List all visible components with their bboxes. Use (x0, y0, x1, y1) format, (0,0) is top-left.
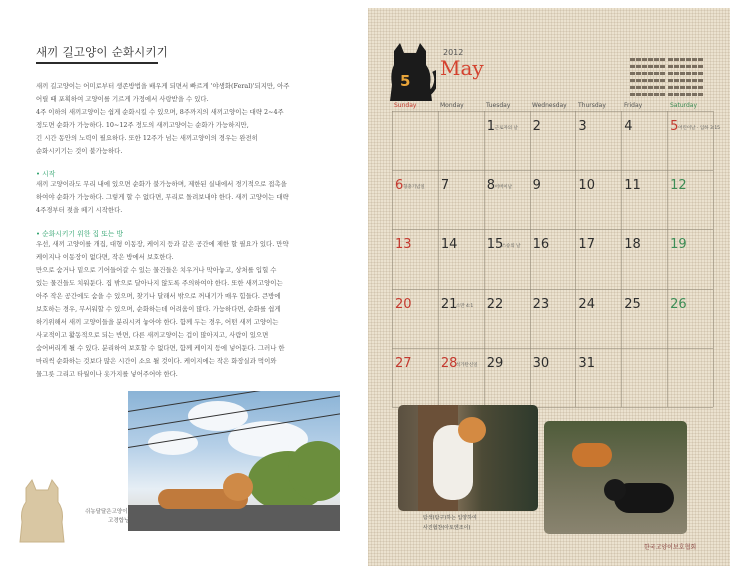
section1-line: 4주경부터 젖을 떼기 시작한다. (36, 206, 123, 214)
section1-line: 하여야 순화가 가능하다. 그렇게 할 수 없다면, 무리로 돌려보내야 한다. 새끼 고양이는 대략 (36, 193, 289, 201)
mini-calendar-mark (654, 79, 659, 82)
mini-calendar-mark (642, 72, 647, 75)
photo-caption-1: 탐색(탐구)하는 입양하여 (423, 515, 477, 521)
mini-calendar-mark (642, 79, 647, 82)
mini-calendar-mark (660, 93, 665, 96)
calendar-day-17: 17 (578, 237, 595, 253)
mini-calendar-mark (642, 58, 647, 61)
mini-calendar-mark (674, 58, 679, 61)
cat-on-wall-photo (128, 391, 340, 531)
mini-calendar-mark (680, 65, 685, 68)
mini-calendar-mark (654, 93, 659, 96)
day-header-tuesday: Tuesday (486, 102, 511, 109)
left-page (0, 0, 366, 575)
calendar-day-19: 19 (670, 237, 687, 253)
section2-line: 숨어버리게 될 수 있다. 분리하여 보호할 수 없다면, 함께 케이지 등에 넣어둔다. 그러나 한 (36, 344, 285, 352)
mini-calendar-mark (654, 86, 659, 89)
calendar-day-1: 1 (486, 119, 495, 134)
calendar-day-15: 15 (486, 237, 504, 253)
section2-line: 케이지나 이동장이 없다면, 작은 방에서 보호한다. (36, 253, 174, 261)
mini-calendar-mark (668, 79, 673, 82)
calendar-note-6: 형충기념일 (403, 185, 425, 191)
calendar-day-30: 30 (532, 355, 550, 371)
day-header-sunday: Sunday (394, 102, 417, 109)
day-header-friday: Friday (624, 102, 643, 109)
intro-line: 어릴 때 포획하여 고양이를 기르게 가정에서 사랑받을 수 있다. (36, 95, 209, 103)
article-title: 새끼 길고양이 순화시키기 (36, 45, 169, 59)
calendar-day-21: 21 (440, 296, 458, 312)
month-number: 5 (400, 72, 411, 90)
section2-line: 우선, 새끼 고양이를 개집, 대형 이동장, 케이지 등과 같은 공간에 제한 할 필요가 있다. 만약 (36, 240, 289, 248)
sticker-caption (85, 508, 129, 526)
mini-calendar-mark (692, 93, 697, 96)
mini-calendar-mark (648, 93, 653, 96)
section2-line: 있는 물건들도 치워둔다. 집 밖으로 달아나지 않도록 주의하여야 한다. 또한 새끼고양이는 (36, 279, 283, 287)
section2-line: 마리씩 순화하는 것보다 많은 시간이 소요 될 것이다. 케이지에는 작은 화장실과 먹이와 (36, 357, 277, 365)
section2-line: 하기위해서 새끼 고양이들을 분리시켜 놓아야 한다. 함께 두는 경우, 어떤 새끼 고양이는 (36, 318, 279, 326)
intro-line: 새끼 길고양이는 어미로부터 생존방법을 배우게 되면서 빠르게 '야생화(Feral)'되지만, 아주 (36, 82, 290, 90)
grid-horizontal-line (392, 111, 713, 112)
calendar-day-24: 24 (578, 296, 595, 312)
calendar-day-18: 18 (624, 237, 641, 253)
intro-line: 순화시키기는 것이 불가능하다. (36, 147, 123, 155)
mini-calendar-mark (630, 79, 635, 82)
day-header-wednesday: Wednesday (532, 102, 567, 109)
mini-calendar-mark (660, 86, 665, 89)
calendar-grid (392, 111, 721, 407)
mini-calendar-mark (668, 65, 673, 68)
mini-calendar-mark (674, 65, 679, 68)
calendar-day-27: 27 (395, 355, 412, 371)
mini-calendar-mark (692, 65, 697, 68)
grid-horizontal-line (392, 229, 713, 230)
calendar-day-11: 11 (624, 178, 641, 194)
calendar-note-21: 소만 4:1 (455, 303, 474, 309)
mini-calendar-mark (680, 93, 685, 96)
grid-vertical-line (484, 111, 485, 407)
section2-text (36, 238, 346, 381)
intro-text (36, 80, 346, 158)
mini-calendar-mark (636, 58, 641, 61)
section1-line: 새끼 고양이라도 무리 내에 있으면 순화가 불가능하며, 제한된 실내에서 경기적으로 접촉을 (36, 180, 287, 188)
grid-horizontal-line (392, 170, 713, 171)
mini-calendar-mark (698, 93, 703, 96)
calendar-day-8: 8 (486, 178, 495, 194)
mini-calendar-mark (698, 65, 703, 68)
grid-vertical-line (575, 111, 576, 407)
cat-on-tree-photo (398, 405, 538, 511)
sticker-caption-line: 쉬농달달은고양이, (85, 509, 130, 515)
grid-vertical-line (621, 111, 622, 407)
mini-calendar-mark (698, 72, 703, 75)
day-header-thursday: Thursday (578, 102, 606, 109)
mini-calendar-mark (686, 65, 691, 68)
mini-calendar-mark (692, 72, 697, 75)
mini-calendar-mark (668, 58, 673, 61)
day-header-saturday: Saturday (670, 102, 698, 109)
calendar-note-15: 스승의 날 (501, 244, 521, 250)
section-heading-start: • 시작 (36, 170, 56, 178)
calendar-day-7: 7 (440, 178, 450, 194)
mini-calendar-mark (680, 58, 685, 61)
grid-vertical-line (667, 111, 668, 407)
mini-calendar-mark (654, 58, 659, 61)
mini-calendar-mark (630, 58, 635, 61)
calendar-day-14: 14 (440, 237, 458, 253)
mini-calendar-mark (654, 72, 659, 75)
calendar-day-12: 12 (670, 178, 687, 194)
mini-calendar-mark (654, 65, 659, 68)
mini-calendar-mark (648, 65, 653, 68)
mini-calendar-mark (686, 93, 691, 96)
calendar-day-13: 13 (395, 237, 412, 253)
intro-line: 긴 시간 동안의 노력이 필요하다. 또한 12주가 넘는 새끼고양이의 경우는 완전히 (36, 134, 258, 142)
mini-calendar-mark (636, 65, 641, 68)
mini-calendar-mark (630, 93, 635, 96)
grid-vertical-line (713, 111, 714, 407)
mini-calendar-mark (686, 72, 691, 75)
cat-silhouette-sticker (12, 478, 72, 544)
title-underline (36, 62, 158, 64)
mini-calendar-mark (692, 86, 697, 89)
mini-calendar-mark (660, 65, 665, 68)
sticker-caption-line: 고경합닝 (108, 518, 130, 524)
mini-calendar-mark (648, 79, 653, 82)
calendar-day-10: 10 (578, 178, 595, 194)
mini-calendar-mark (636, 93, 641, 96)
mini-calendar-mark (642, 86, 647, 89)
mini-calendar-mark (636, 86, 641, 89)
mini-calendar-mark (660, 79, 665, 82)
calendar-day-23: 23 (532, 296, 550, 312)
calendar-day-3: 3 (578, 119, 587, 134)
mini-calendar-mark (660, 72, 665, 75)
mini-calendar-mark (698, 79, 703, 82)
calendar-day-22: 22 (486, 296, 504, 312)
grid-vertical-line (438, 111, 439, 407)
mini-calendar-mark (636, 72, 641, 75)
mini-calendar-mark (642, 93, 647, 96)
mini-calendar (630, 48, 702, 103)
mini-calendar-mark (692, 79, 697, 82)
mini-calendar-mark (648, 72, 653, 75)
calendar-day-4: 4 (624, 119, 633, 134)
calendar-day-5: 5 (670, 119, 679, 134)
calendar-month: May (440, 56, 484, 80)
calendar-day-29: 29 (486, 355, 504, 371)
grid-horizontal-line (392, 289, 713, 290)
section2-line: 사교적이고 활동적으로 되는 반면, 다른 새끼고양이는 겁이 많아지고, 사람이 있으면 (36, 331, 269, 339)
section2-line: 보호하는 경우, 무서워할 수 있으며, 순화하는데 어려움이 많다. 가능하다면, 순화를 쉽게 (36, 305, 281, 313)
calendar-day-20: 20 (395, 296, 412, 312)
calendar-day-26: 26 (670, 296, 687, 312)
mini-calendar-mark (686, 79, 691, 82)
mini-calendar-mark (668, 93, 673, 96)
mini-calendar-mark (630, 65, 635, 68)
mini-calendar-mark (668, 86, 673, 89)
mini-calendar-mark (668, 72, 673, 75)
calendar-page (368, 8, 730, 566)
photo-caption-2: 사진협찬(아토엔조이) (423, 525, 471, 531)
mini-calendar-mark (692, 58, 697, 61)
mini-calendar-mark (648, 86, 653, 89)
calendar-day-9: 9 (532, 178, 541, 194)
mini-calendar-mark (680, 86, 685, 89)
intro-line: 정도면 순화가 가능하다. 10~12주 정도의 새끼고양이는 순화가 가능하지만, (36, 121, 249, 129)
calendar-note-1: 근로자의 날 (494, 126, 518, 131)
association-logo: 한국고양이보호협회 (644, 544, 697, 551)
cats-on-ground-photo (544, 421, 687, 534)
mini-calendar-mark (660, 58, 665, 61)
section-heading-room: • 순화시키기 위한 집 또는 방 (36, 230, 124, 238)
calendar-year: 2012 (443, 48, 464, 57)
grid-horizontal-line (392, 348, 713, 349)
mini-calendar-mark (674, 93, 679, 96)
calendar-day-6: 6 (395, 178, 404, 194)
calendar-note-28: 석가탄신일 (455, 362, 478, 368)
day-header-row (392, 101, 713, 111)
calendar-day-2: 2 (532, 119, 541, 134)
calendar-note-5: 어린이날 · 입하 3:15 (678, 126, 721, 131)
grid-vertical-line (530, 111, 531, 407)
mini-calendar-mark (686, 58, 691, 61)
section2-line: 물그릇 그리고 타월이나 옷가지를 넣어주어야 한다. (36, 370, 178, 378)
section2-line: 아주 작은 공간에도 숨을 수 있으며, 찾기나 달래서 밖으로 꺼내기가 매우 힘들다. 큰방에 (36, 292, 281, 300)
calendar-day-16: 16 (532, 237, 550, 253)
mini-calendar-mark (648, 58, 653, 61)
mini-calendar-mark (680, 72, 685, 75)
mini-calendar-mark (674, 79, 679, 82)
mini-calendar-mark (680, 79, 685, 82)
mini-calendar-mark (674, 86, 679, 89)
mini-calendar-mark (698, 58, 703, 61)
section2-line: 만으로 숨거나 밑으로 기어들어갈 수 있는 물건들은 치우거나 막아놓고, 상처를 입힐 수 (36, 266, 277, 274)
black-cat-icon (386, 43, 436, 103)
calendar-day-28: 28 (440, 355, 458, 371)
mini-calendar-mark (630, 72, 635, 75)
grid-vertical-line (392, 111, 393, 407)
mini-calendar-mark (630, 86, 635, 89)
mini-calendar-mark (636, 79, 641, 82)
mini-calendar-mark (642, 65, 647, 68)
day-header-monday: Monday (440, 102, 464, 109)
calendar-note-8: 어버이날 (494, 185, 513, 191)
calendar-day-25: 25 (624, 296, 641, 312)
calendar-day-31: 31 (578, 355, 595, 371)
intro-line: 4주 이하의 새끼고양이는 쉽게 순화시킬 수 있으며, 8주까지의 새끼고양이는 대략 2~4주 (36, 108, 284, 116)
section1-text (36, 178, 346, 217)
mini-calendar-mark (698, 86, 703, 89)
mini-calendar-mark (686, 86, 691, 89)
mini-calendar-mark (674, 72, 679, 75)
